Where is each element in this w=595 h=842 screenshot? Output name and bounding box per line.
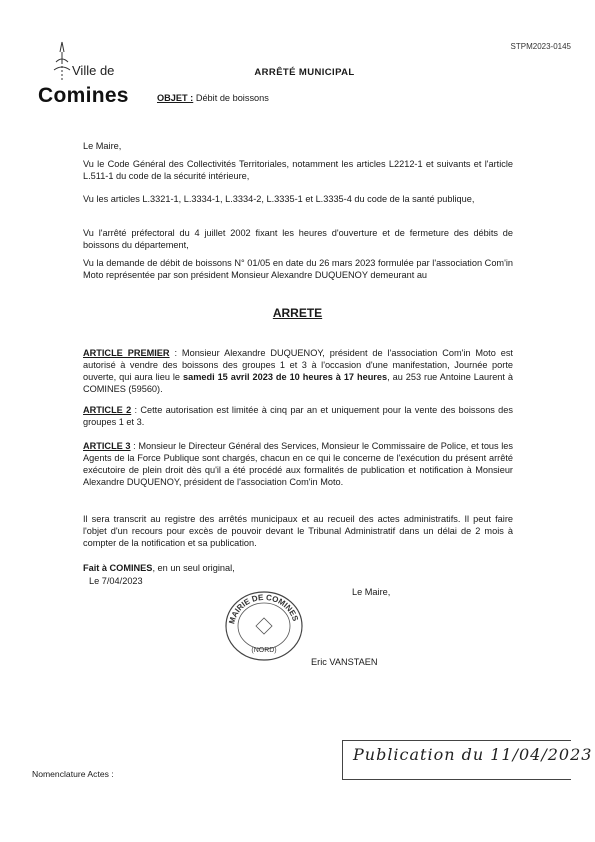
vu-paragraph-1: Vu le Code Général des Collectivités Territoriales, notamment les articles L2212-1 et suivants et l'article L.511-1 du code de la sécurité intérieure, bbox=[83, 159, 513, 182]
article-2 bbox=[83, 404, 513, 428]
svg-text:MAIRIE DE COMINES: MAIRIE DE COMINES bbox=[227, 592, 300, 625]
fait-a-place: Fait à COMINES bbox=[83, 563, 153, 573]
publication-handwritten: Publication du 11/04/2023 bbox=[353, 745, 593, 764]
recours-paragraph: Il sera transcrit au registre des arrêtés municipaux et au recueil des actes administratifs. Il peut faire l'objet d'un recours pour excès de pouvoir devant le Tribunal Administratif dans un délai de 2 mois à compter de la notification et sa publication. bbox=[83, 514, 513, 549]
signature-le-maire: Le Maire, bbox=[352, 587, 391, 597]
vu-paragraph-4: Vu la demande de débit de boissons N° 01/05 en date du 26 mars 2023 formulée par l'association Com'in Moto représentée par son président Monsieur Alexandre DUQUENOY demeurant au bbox=[83, 258, 513, 281]
article-2-label: ARTICLE 2 bbox=[83, 405, 132, 415]
objet-value: Débit de boissons bbox=[195, 93, 269, 103]
le-maire-intro: Le Maire, bbox=[83, 141, 122, 151]
document-reference: STPM2023-0145 bbox=[510, 42, 571, 51]
vu-paragraph-3: Vu l'arrêté préfectoral du 4 juillet 2002 fixant les heures d'ouverture et de fermeture des débits de boissons du département, bbox=[83, 228, 513, 251]
fait-a-rest: , en un seul original, bbox=[152, 563, 235, 573]
article-premier-date: samedi 15 avril 2023 de 10 heures à 17 heures bbox=[182, 372, 388, 383]
logo-comines-text: Comines bbox=[38, 84, 129, 107]
arrete-heading: ARRETE bbox=[272, 306, 323, 320]
signatory-name: Eric VANSTAEN bbox=[311, 657, 378, 667]
article-3-label: ARTICLE 3 bbox=[83, 441, 131, 451]
objet-line bbox=[157, 92, 269, 104]
article-premier-text-b: , au 253 rue Antoine Laurent à COMINES (59560). bbox=[83, 372, 514, 395]
article-premier-text-a: : Monsieur Alexandre DUQUENOY, président de l'association Com'in Moto est autorisé à vendre des boissons des groupes 1 et 3 à l'occasion d'une manifestation, Journée porte ouverte, qui aura lieu le bbox=[83, 348, 513, 383]
signature-date: Le 7/04/2023 bbox=[89, 576, 143, 586]
svg-text:(NORD): (NORD) bbox=[251, 647, 277, 654]
nomenclature-label: Nomenclature Actes : bbox=[32, 769, 114, 779]
article-premier bbox=[83, 347, 513, 396]
fait-a-line bbox=[83, 562, 235, 574]
mairie-stamp bbox=[222, 588, 306, 667]
article-2-text: : Cette autorisation est limitée à cinq par an et uniquement pour la vente des boissons des groupes 1 et 3. bbox=[83, 405, 513, 428]
document-title: ARRÊTÉ MUNICIPAL bbox=[254, 67, 355, 78]
objet-label: OBJET : bbox=[157, 93, 194, 103]
logo-ville-text: Ville de bbox=[72, 63, 115, 78]
article-premier-label: ARTICLE PREMIER bbox=[83, 348, 170, 358]
article-3 bbox=[83, 440, 513, 489]
article-3-text: : Monsieur le Directeur Général des Services, Monsieur le Commissaire de Police, et tous les Agents de la Force Publique sont chargés, chacun en ce qui le concerne de l'exécution du présent arrêté exécutoire de plein droit dès qu'il a été procédé aux formalités de publication et notification à Monsieur Alexandre DUQUENOY, président de l'association Com'in Moto. bbox=[83, 441, 513, 488]
vu-paragraph-2: Vu les articles L.3321-1, L.3334-1, L.3334-2, L.3335-1 et L.3335-4 du code de la santé publique, bbox=[83, 194, 475, 204]
